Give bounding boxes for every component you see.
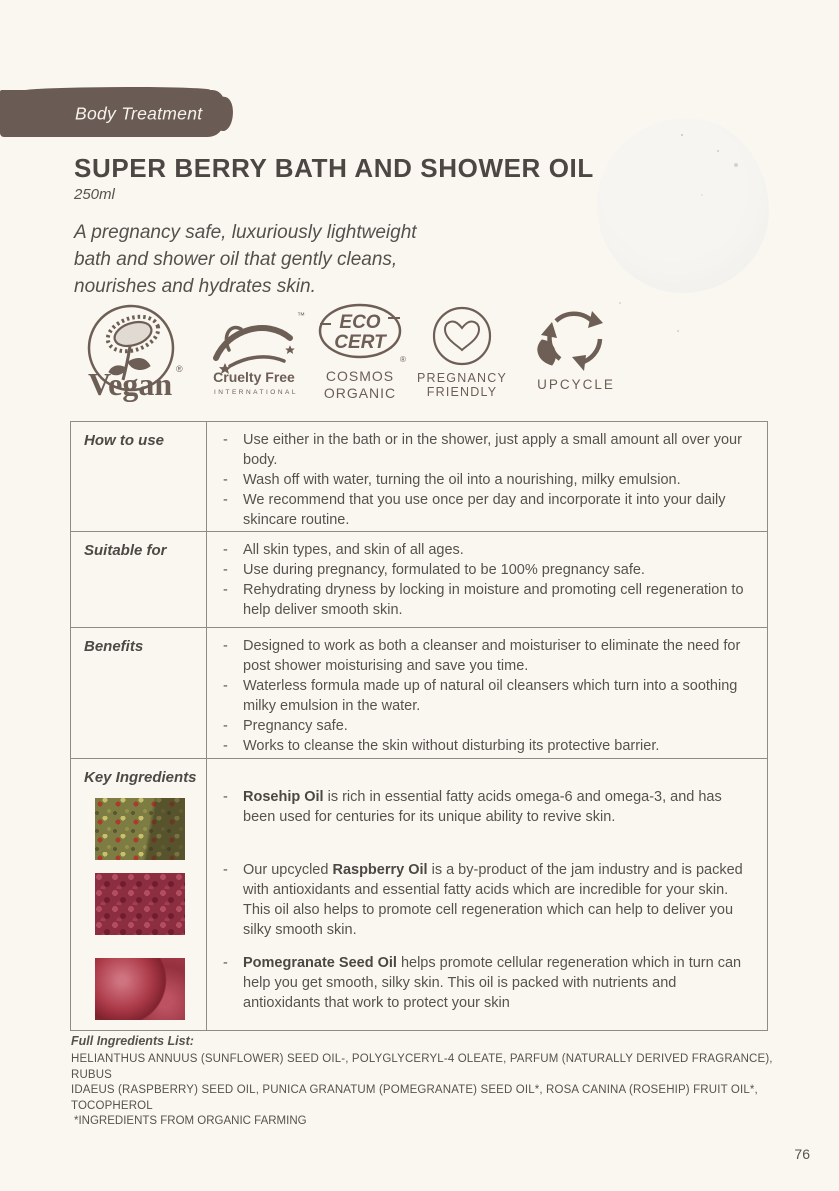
key-ingredients-list: - Rosehip Oil is rich in essential fatty acids omega-6 and omega-3, and has been used for centuries for its unique ability to revive skin. - Our upcycled Raspberry Oil is a by-product of the jam industry and is packed with antioxidants and essential fatty acids which are incredible for your skin. This oil also helps to promote cell regeneration which can help to deliver you silky smooth skin. - Pomegranate Seed Oil helps promote cellular regeneration which in turn can help you get smooth, silky skin. This oil is packed with nutrients and antioxidants that work to protect your skin — [217, 787, 749, 1013]
pregnancy-label: PREGNANCY — [417, 371, 507, 385]
benefits-list: - Designed to work as both a cleanser and moisturiser to eliminate the need for post shower moisturising and save you time. - Waterless formula made up of natural oil cleansers which turn into a soothing milky emulsion in the water. - Pregnancy safe. - Works to cleanse the skin without disturbing its protective barrier. — [217, 636, 749, 756]
product-description — [74, 219, 417, 300]
upcycle-label: UPCYCLE — [537, 377, 615, 392]
product-swatch-image — [597, 118, 769, 293]
ecocert-line: ECO — [339, 312, 381, 333]
row-content-suitable-for — [207, 531, 767, 627]
row-content-key-ingredients — [207, 758, 767, 1030]
description-line: A pregnancy safe, luxuriously lightweight — [74, 222, 417, 243]
suitable-for-list: - All skin types, and skin of all ages. - Use during pregnancy, formulated to be 100% pregnancy safe. - Rehydrating dryness by locking in moisture and promoting cell regeneration to help deliver smooth skin. — [217, 540, 749, 620]
page-number: 76 — [794, 1146, 810, 1162]
registered-mark: ® — [176, 364, 183, 374]
cruelty-free-label: Cruelty Free — [213, 369, 295, 385]
organic-farming-note: *INGREDIENTS FROM ORGANIC FARMING — [74, 1115, 307, 1127]
raspberries-photo — [95, 873, 185, 935]
category-banner — [0, 90, 224, 137]
row-label-key-ingredients — [71, 758, 207, 1030]
row-label-suitable-for: Suitable for — [71, 531, 207, 627]
friendly-label: FRIENDLY — [426, 385, 498, 399]
cosmos-label: COSMOS — [325, 368, 395, 384]
description-line: nourishes and hydrates skin. — [74, 276, 316, 297]
description-line: bath and shower oil that gently cleans, — [74, 249, 398, 270]
rosehip-berries-photo — [95, 798, 185, 860]
ecocert-cosmos-organic-icon — [316, 302, 408, 404]
how-to-use-list: - Use either in the bath or in the shower, just apply a small amount all over your body. - Wash off with water, turning the oil into a nourishing, milky emulsion. - We recommend that you use once per day and incorporate it into your daily skincare routine. — [217, 430, 749, 530]
row-label-benefits: Benefits — [71, 627, 207, 758]
ingredients-line: HELIANTHUS ANNUUS (SUNFLOWER) SEED OIL-, POLYGLYCERYL-4 OLEATE, PARFUM (NATURALLY DERIVED FRAGRANCE), RUBUS — [71, 1053, 773, 1081]
page-title: SUPER BERRY BATH AND SHOWER OIL — [74, 153, 594, 183]
category-label: Body Treatment — [75, 103, 203, 123]
upcycle-recycle-icon — [530, 307, 618, 395]
full-ingredients-section — [71, 1034, 795, 1130]
ecocert-line: CERT — [334, 332, 386, 353]
cruelty-free-leaping-bunny-icon — [202, 306, 306, 400]
full-ingredients-heading: Full Ingredients List: — [71, 1034, 194, 1048]
organic-label: ORGANIC — [323, 385, 397, 401]
row-content-how-to-use — [207, 422, 767, 531]
row-label-how-to-use: How to use — [71, 422, 207, 531]
international-label: INTERNATIONAL — [213, 389, 299, 396]
key-ingredients-label: Key Ingredients — [84, 769, 197, 786]
row-content-benefits — [207, 627, 767, 758]
product-info-table — [70, 421, 768, 1031]
product-volume: 250ml — [74, 186, 115, 203]
vegan-icon — [76, 302, 192, 404]
pregnancy-friendly-icon — [414, 306, 510, 400]
trademark-mark: ™ — [297, 311, 305, 320]
pomegranates-photo — [95, 958, 185, 1020]
ingredients-line: IDAEUS (RASPBERRY) SEED OIL, PUNICA GRANATUM (POMEGRANATE) SEED OIL*, ROSA CANINA (ROSEHIP) FRUIT OIL*, TOCOPHEROL — [71, 1084, 758, 1112]
vegan-label: Vegan — [88, 366, 173, 402]
registered-mark: ® — [400, 355, 406, 364]
